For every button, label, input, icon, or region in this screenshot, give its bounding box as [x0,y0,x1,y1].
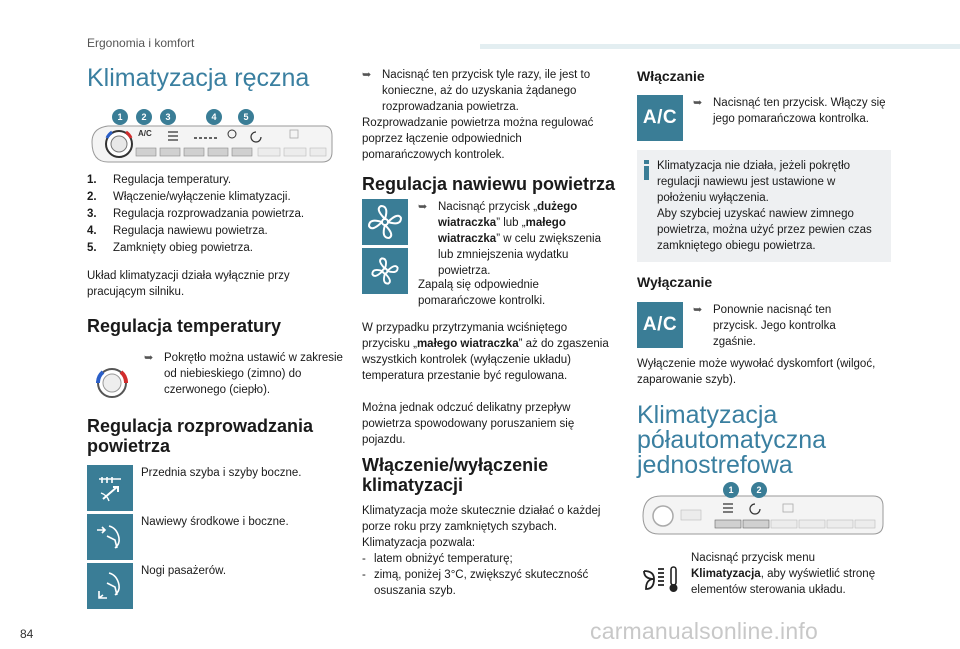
page-number: 84 [20,627,34,641]
control-legend-list [87,172,337,257]
ac-onoff-heading: Włączenie/wyłączenie klimatyzacji [362,455,549,495]
list-item: 5. Zamknięty obieg powietrza. [87,242,253,254]
switch-off-instruction: ➥ Ponownie nacisnąć ten przycisk. Jego kontrolka zgaśnie. [693,304,836,348]
ac-benefits-list [362,551,614,599]
distribution-item-text: Nogi pasażerów. [141,565,227,577]
large-fan-icon [362,199,408,245]
list-item: 1. Regulacja temperatury. [87,174,232,186]
fan-off-text: W przypadku przytrzymania wciśniętego przycisku „małego wiatraczka” aż do zgaszenia wszystkich kontrolek (wyłączenie układu) temperatura przestanie być regulowana. [362,322,609,382]
semi-auto-title: Klimatyzacja półautomatyczna jednostrefowa [637,401,827,479]
info-text-2: Aby szybciej uzyskać nawiew zimnego powietrza, można użyć przez pewien czas zamkniętego obiegu powietrza. [657,208,872,252]
info-icon [644,160,649,180]
manual-ac-title: Klimatyzacja ręczna [87,64,310,92]
ac-button-icon: A/C [637,95,683,141]
engine-note: Układ klimatyzacji działa wyłącznie przy pracującym silniku. [87,270,290,298]
arrow-bullet-icon: ➥ [693,97,703,109]
feet-vent-icon [87,563,133,609]
callout-2: 2 [136,109,152,125]
menu-instruction: Nacisnąć przycisk menu Klimatyzacja, aby wyświetlić stronę elementów sterowania układu. [691,552,876,596]
face-vent-icon [87,514,133,560]
switch-on-instruction: ➥ Nacisnąć ten przycisk. Włączy się jego pomarańczowa kontrolka. [693,97,886,125]
ac-allows-label: Klimatyzacja pozwala: [362,537,476,549]
panel-ac-label: A/C [138,129,152,138]
list-item: - latem obniżyć temperaturę; [362,553,513,565]
fan-instruction: ➥ Nacisnąć przycisk „dużego wiatraczka” lub „małego wiatraczka” w celu zwiększenia lub zmniejszenia wydatku powietrza. [418,201,602,277]
arrow-bullet-icon: ➥ [418,201,428,213]
callout-1: 1 [723,482,739,498]
list-item: - zimą, poniżej 3°C, zwiększyć skuteczność osuszania szyb. [362,569,589,597]
ac-description: Klimatyzacja może skutecznie działać o każdej porze roku przy zamkniętych szybach. [362,505,601,533]
header-bar [480,44,960,49]
arrow-bullet-icon: ➥ [693,304,703,316]
switch-on-heading: Włączanie [637,68,705,84]
switch-off-heading: Wyłączanie [637,274,713,290]
list-item: 4. Regulacja nawiewu powietrza. [87,225,268,237]
callout-5: 5 [238,109,254,125]
temperature-instruction: ➥ Pokrętło można ustawić w zakresie od niebieskiego (zimno) do czerwonego (ciepło). [144,352,343,396]
distribution-item-text: Przednia szyba i szyby boczne. [141,467,302,479]
info-text-1: Klimatyzacja nie działa, jeżeli pokrętło regulacji nawiewu jest ustawione w położeniu wyłączenia. [657,160,851,204]
info-box [637,150,891,262]
arrow-bullet-icon: ➥ [144,352,154,364]
distribution-instruction: ➥ Nacisnąć ten przycisk tyle razy, ile jest to konieczne, aż do uzyskania żądanego rozprowadzania powietrza. [362,69,591,113]
list-item: 2. Włączenie/wyłączenie klimatyzacji. [87,191,291,203]
section-header: Ergonomia i komfort [87,36,195,50]
control-panel-illustration [86,108,336,170]
windshield-defrost-icon [87,465,133,511]
fan-lights-text: Zapalą się odpowiednie pomarańczowe kontrolki. [418,279,546,307]
small-fan-icon [362,248,408,294]
ac-button-icon: A/C [637,302,683,348]
list-item: 3. Regulacja rozprowadzania powietrza. [87,208,305,220]
switch-off-note: Wyłączenie może wywołać dyskomfort (wilgoć, zaparowanie szyb). [637,358,876,386]
callout-1: 1 [112,109,128,125]
fan-heading: Regulacja nawiewu powietrza [362,174,616,194]
callout-4: 4 [206,109,222,125]
distribution-item-text: Nawiewy środkowe i boczne. [141,516,289,528]
arrow-bullet-icon: ➥ [362,69,372,81]
callout-2: 2 [751,482,767,498]
temperature-heading: Regulacja temperatury [87,316,282,336]
temperature-knob-icon [87,360,137,406]
climate-menu-icon [638,555,684,601]
semi-auto-panel-illustration [637,482,887,538]
watermark: carmanualsonline.info [590,618,818,644]
fan-airflow-text: Można jednak odczuć delikatny przepływ powietrza spowodowany poruszaniem się pojazdu. [362,402,575,446]
callout-3: 3 [160,109,176,125]
distribution-combine-text: Rozprowadzanie powietrza można regulować poprzez łączenie odpowiednich pomarańczowych kontrolek. [362,117,594,161]
distribution-heading: Regulacja rozprowadzania powietrza [87,416,314,456]
